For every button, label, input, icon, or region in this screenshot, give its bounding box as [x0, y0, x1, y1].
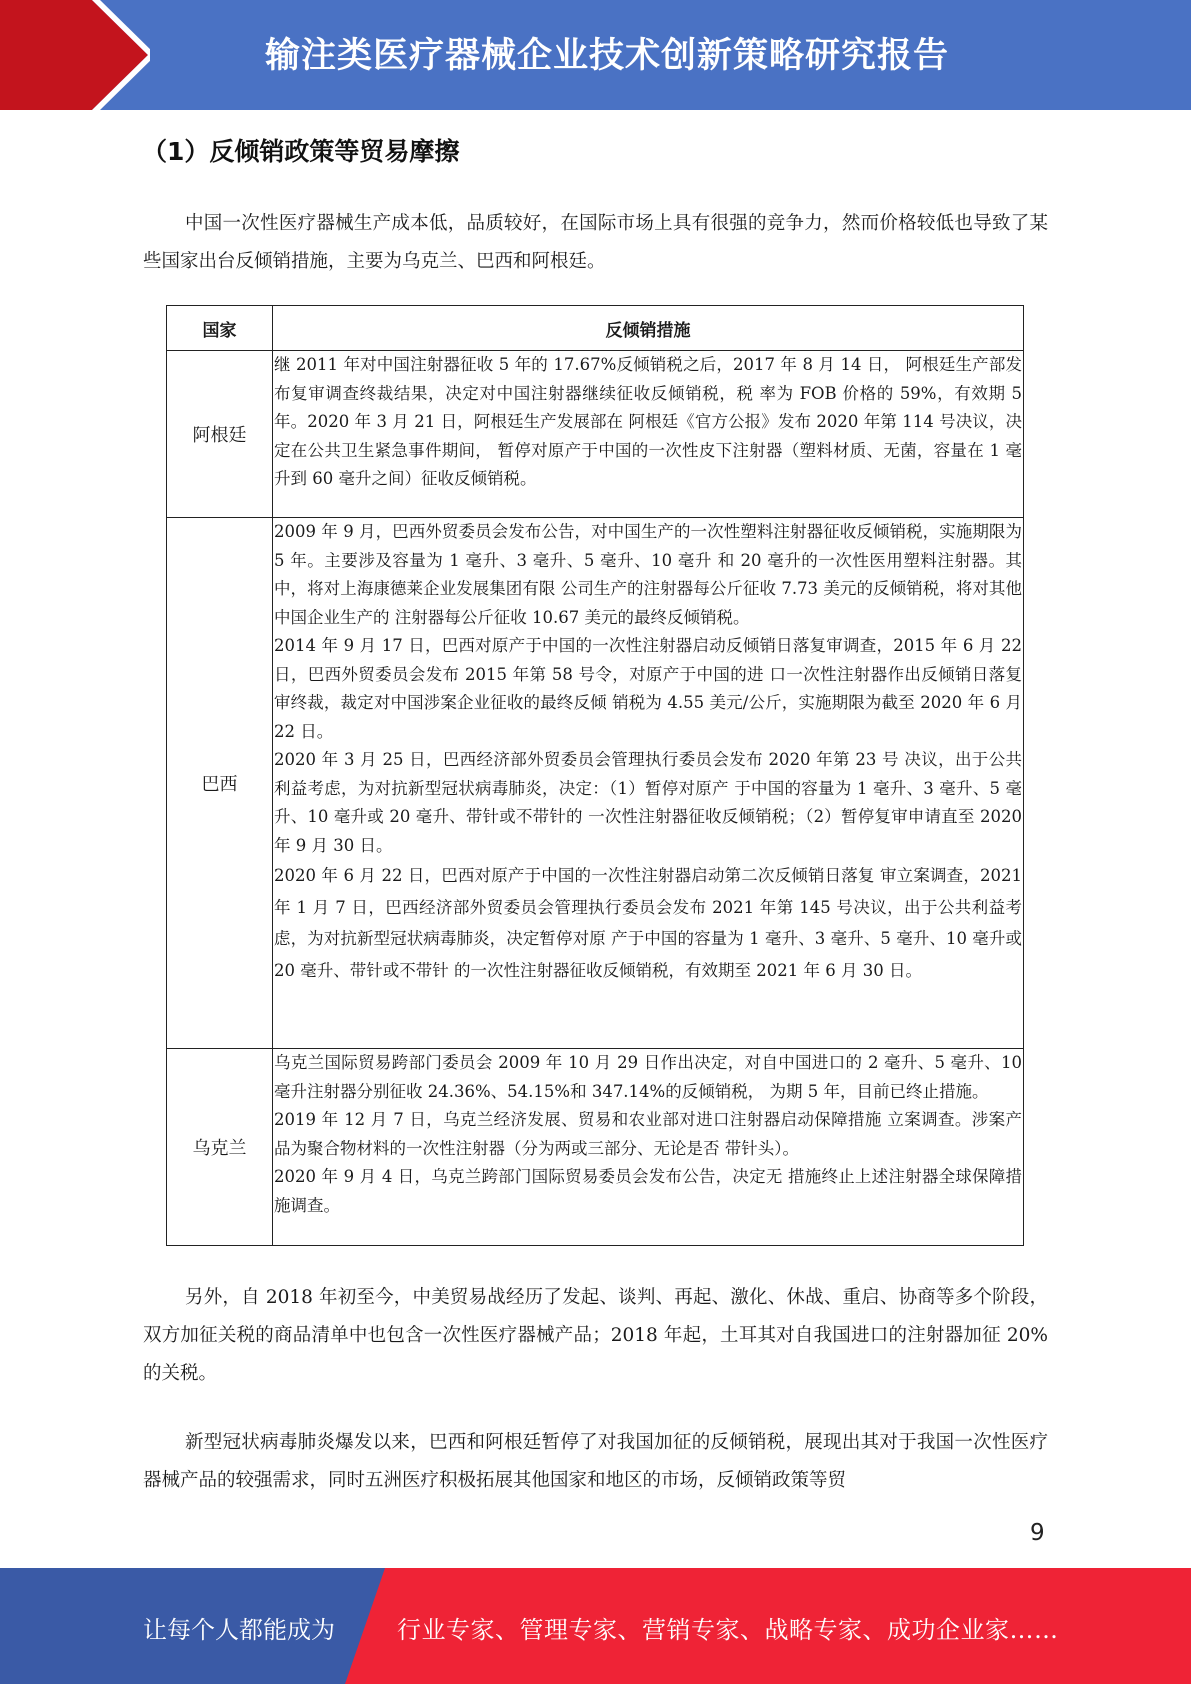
page-footer: [0, 1568, 1191, 1684]
measure-paragraph: 2019 年 12 月 7 日，乌克兰经济发展、贸易和农业部对进口注射器启动保障措施 立案调查。涉案产品为聚合物材料的一次性注射器（分为两或三部分、无论是否 带针头）。: [274, 1110, 1022, 1158]
anti-dumping-table: [166, 305, 1024, 1246]
table-row: [167, 351, 1024, 518]
section-heading: （1）反倾销政策等贸易摩擦: [142, 137, 460, 166]
header-arrow-decoration: [0, 0, 150, 110]
column-header-country: 国家: [167, 306, 273, 351]
country-cell: 乌克兰: [167, 1049, 273, 1246]
page-number: 9: [1030, 1520, 1045, 1546]
measure-paragraph: 2009 年 9 月，巴西外贸委员会发布公告，对中国生产的一次性塑料注射器征收反倾销税，实施期限为 5 年。主要涉及容量为 1 毫升、3 毫升、5 毫升、10 毫升 和 20 毫升的一次性医用塑料注射器。其中，将对上海康德莱企业发展集团有限 公司生产的注射器每公斤征收 7.73 美元的反倾销税，将对其他中国企业生产的 注射器每公斤征收 10.67 美元的最终反倾销税。: [274, 522, 1022, 627]
footer-slogan-tail: 行业专家、管理专家、营销专家、战略专家、成功企业家……: [397, 1616, 1059, 1644]
measure-paragraph: 2020 年 9 月 4 日，乌克兰跨部门国际贸易委员会发布公告，决定无 措施终止上述注射器全球保障措施调查。: [274, 1167, 1022, 1215]
table-header-row: [167, 306, 1024, 351]
table-row: [167, 518, 1024, 1049]
country-cell: 巴西: [167, 518, 273, 1049]
page-header: [0, 0, 1191, 110]
country-cell: 阿根廷: [167, 351, 273, 518]
column-header-measures: 反倾销措施: [273, 306, 1024, 351]
covid-paragraph: 新型冠状病毒肺炎爆发以来，巴西和阿根廷暂停了对我国加征的反倾销税，展现出其对于我国一次性医疗器械产品的较强需求，同时五洲医疗积极拓展其他国家和地区的市场，反倾销政策等贸: [143, 1432, 1048, 1491]
footer-slogan-lead: 让每个人都能成为: [143, 1616, 335, 1644]
measure-cell: [273, 518, 1024, 1049]
report-title: 输注类医疗器械企业技术创新策略研究报告: [265, 36, 950, 76]
measure-paragraph: 2020 年 6 月 22 日，巴西对原产于中国的一次性注射器启动第二次反倾销日落复 审立案调查，2021 年 1 月 7 日，巴西经济部外贸委员会管理执行委员会发布 2021 年第 145 号决议，出于公共利益考虑，为对抗新型冠状病毒肺炎，决定暂停对原 产于中国的容量为 1 毫升、3 毫升、5 毫升、10 毫升或 20 毫升、带针或不带针 的一次性注射器征收反倾销税，有效期至 2021 年 6 月 30 日。: [274, 866, 1022, 980]
measure-paragraph: 2014 年 9 月 17 日，巴西对原产于中国的一次性注射器启动反倾销日落复审调查，2015 年 6 月 22 日，巴西外贸委员会发布 2015 年第 58 号令，对原产于中国的进 口一次性注射器作出反倾销日落复审终裁，裁定对中国涉案企业征收的最终反倾 销税为 4.55 美元/公斤，实施期限为截至 2020 年 6 月 22 日。: [274, 636, 1022, 741]
measure-paragraph: 乌克兰国际贸易跨部门委员会 2009 年 10 月 29 日作出决定，对自中国进口的 2 毫升、5 毫升、10 毫升注射器分别征收 24.36%、54.15%和 347.14%的反倾销税， 为期 5 年，目前已终止措施。: [274, 1053, 1022, 1101]
measure-cell: [273, 1049, 1024, 1246]
intro-paragraph: 中国一次性医疗器械生产成本低，品质较好，在国际市场上具有很强的竞争力，然而价格较低也导致了某些国家出台反倾销措施，主要为乌克兰、巴西和阿根廷。: [143, 213, 1048, 272]
measure-paragraph: 2020 年 3 月 25 日，巴西经济部外贸委员会管理执行委员会发布 2020 年第 23 号 决议，出于公共利益考虑，为对抗新型冠状病毒肺炎，决定：（1）暂停对原产 于中国的容量为 1 毫升、3 毫升、5 毫升、10 毫升或 20 毫升、带针或不带针的 一次性注射器征收反倾销税；（2）暂停复审申请直至 2020 年 9 月 30 日。: [274, 750, 1022, 855]
measure-cell: [273, 351, 1024, 518]
table-row: [167, 1049, 1024, 1246]
trade-war-paragraph: 另外，自 2018 年初至今，中美贸易战经历了发起、谈判、再起、激化、休战、重启、协商等多个阶段，双方加征关税的商品清单中也包含一次性医疗器械产品；2018 年起，土耳其对自我国进口的注射器加征 20%的关税。: [143, 1287, 1048, 1384]
measure-paragraph: 继 2011 年对中国注射器征收 5 年的 17.67%反倾销税之后，2017 年 8 月 14 日， 阿根廷生产部发布复审调查终裁结果，决定对中国注射器继续征收反倾销税，税 率为 FOB 价格的 59%，有效期 5 年。2020 年 3 月 21 日，阿根廷生产发展部在 阿根廷《官方公报》发布 2020 年第 114 号决议，决定在公共卫生紧急事件期间， 暂停对原产于中国的一次性皮下注射器（塑料材质、无菌，容量在 1 毫升到 60 毫升之间）征收反倾销税。: [274, 355, 1022, 488]
